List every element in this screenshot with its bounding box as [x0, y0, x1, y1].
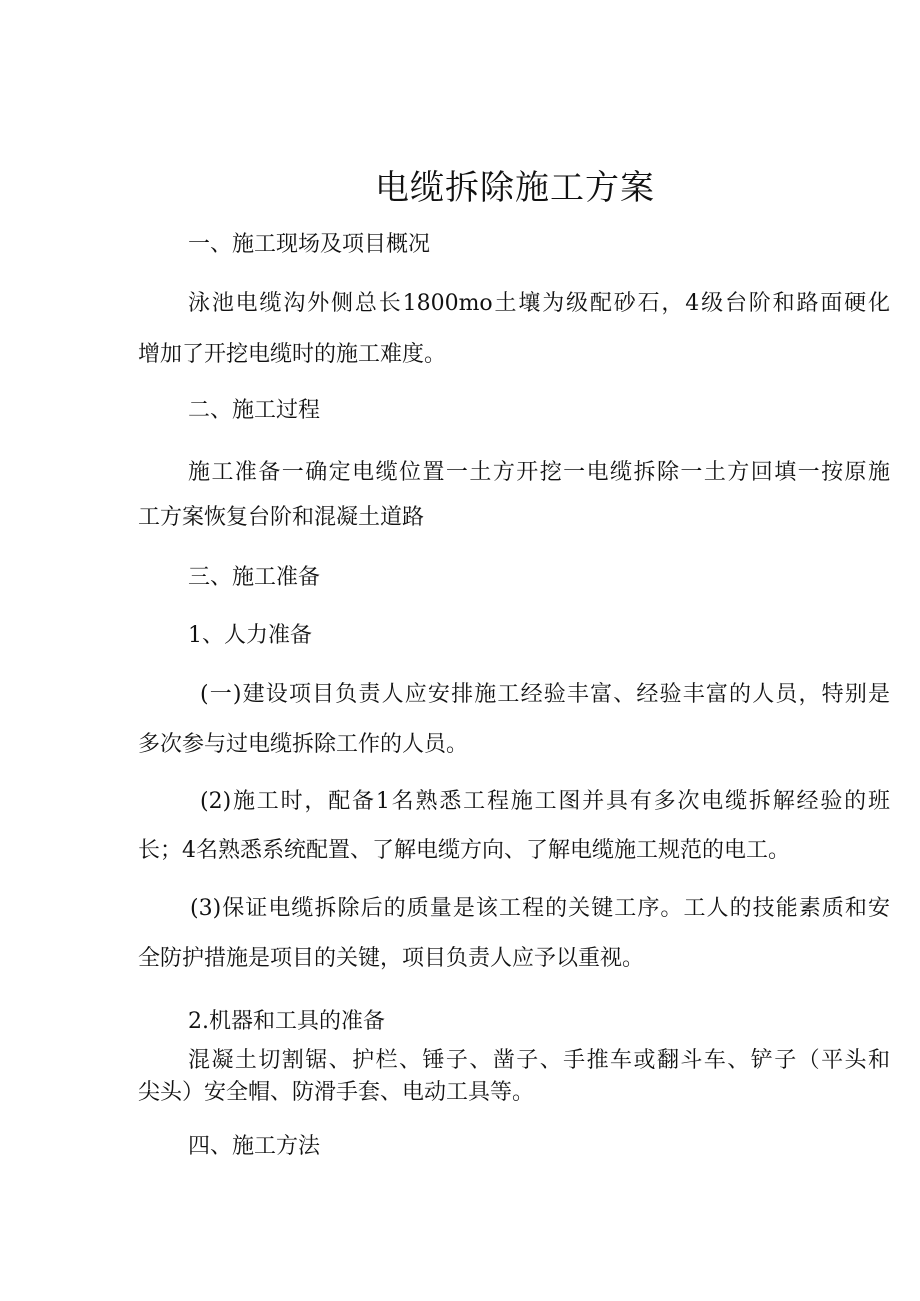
section-heading-3: 三、施工准备: [188, 565, 321, 590]
manpower-item-3-line-2: 全防护措施是项目的关键，项目负责人应予以重视。: [138, 946, 645, 971]
paragraph-overview-line-2: 增加了开挖电缆时的施工难度。: [138, 342, 447, 367]
tools-list-line-1: 混凝土切割锯、护栏、锤子、凿子、手推车或翻斗车、铲子（平头和: [188, 1048, 890, 1073]
section-heading-4: 四、施工方法: [188, 1134, 321, 1159]
section-heading-2: 二、施工过程: [188, 398, 321, 423]
subsection-heading-tools: 2.机器和工具的准备: [188, 1009, 385, 1034]
manpower-item-1-line-2: 多次参与过电缆拆除工作的人员。: [138, 732, 469, 757]
subsection-heading-manpower: 1、人力准备: [188, 623, 312, 648]
manpower-item-1-line-1: (一)建设项目负责人应安排施工经验丰富、经验丰富的人员，特别是: [200, 682, 890, 707]
paragraph-overview-line-1: 泳池电缆沟外侧总长1800mo土壤为级配砂石，4级台阶和路面硬化: [188, 291, 890, 316]
section-heading-1: 一、施工现场及项目概况: [188, 232, 431, 257]
tools-list-line-2: 尖头）安全帽、防滑手套、电动工具等。: [138, 1080, 535, 1105]
manpower-item-2-line-2: 长；4名熟悉系统配置、了解电缆方向、了解电缆施工规范的电工。: [138, 838, 790, 863]
manpower-item-3-line-1: (3)保证电缆拆除后的质量是该工程的关键工序。工人的技能素质和安: [190, 896, 890, 921]
manpower-item-2-line-1: (2)施工时，配备1名熟悉工程施工图并具有多次电缆拆解经验的班: [200, 789, 890, 814]
paragraph-process-line-2: 工方案恢复台阶和混凝土道路: [138, 505, 425, 530]
paragraph-process-line-1: 施工准备一确定电缆位置一土方开挖一电缆拆除一土方回填一按原施: [188, 460, 890, 485]
document-title: 电缆拆除施工方案: [375, 168, 655, 208]
